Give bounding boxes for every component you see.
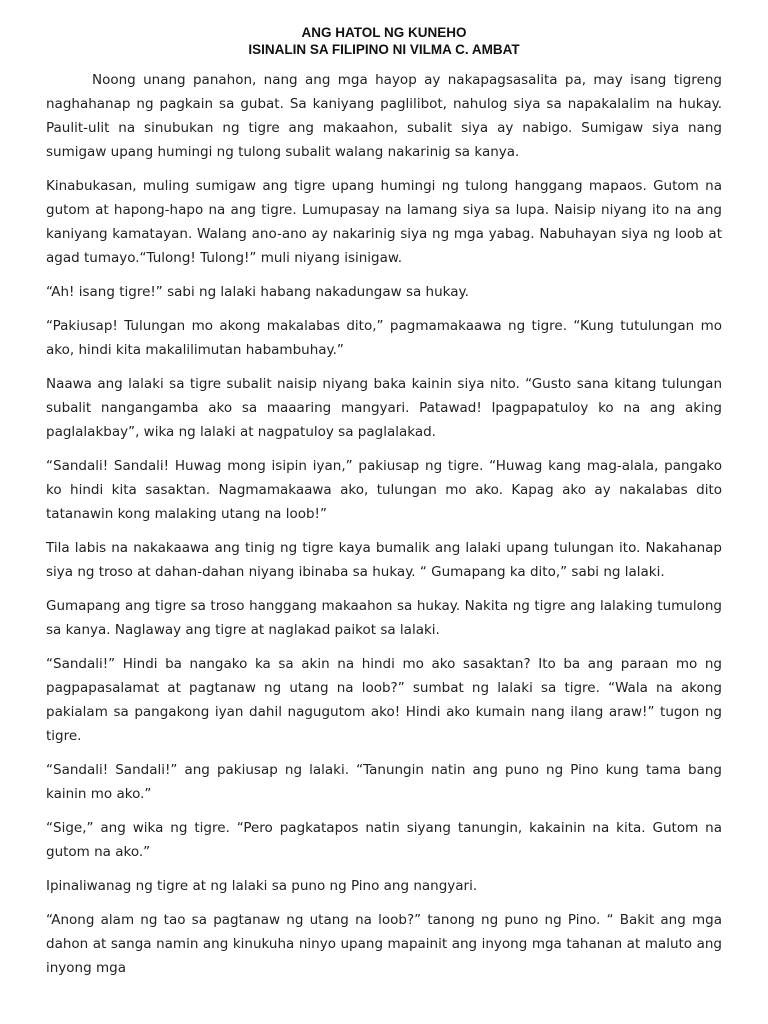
paragraph-11: “Sige,” ang wika ng tigre. “Pero pagkatapos natin siyang tanungin, kakainin na kita. Gutom na gutom na ako.” — [46, 820, 722, 860]
paragraph-4: “Pakiusap! Tulungan mo akong makalabas dito,” pagmamakaawa ng tigre. “Kung tutulungan mo ako, hindi kita makalilimutan habambuhay.” — [46, 318, 722, 358]
paragraph-6: “Sandali! Sandali! Huwag mong isipin iyan,” pakiusap ng tigre. “Huwag kang mag-alala, pangako ko hindi kita sasaktan. Nagmamakaawa ako, tulungan mo ako. Kapag ako ay nakalabas dito tatanawin kong malaking utang na loob!” — [46, 458, 722, 522]
paragraph-12: Ipinaliwanag ng tigre at ng lalaki sa puno ng Pino ang nangyari. — [46, 878, 478, 894]
paragraph-7: Tila labis na nakakaawa ang tinig ng tigre kaya bumalik ang lalaki upang tulungan ito. Nakahanap siya ng troso at dahan-dahan niyang ibinaba sa hukay. “ Gumapang ka dito,” sabi ng lalaki. — [46, 540, 722, 580]
document-page — [46, 24, 722, 990]
paragraph-5: Naawa ang lalaki sa tigre subalit naisip niyang baka kainin siya nito. “Gusto sana kitang tulungan subalit nangangamba ako sa maaaring mangyari. Patawad! Ipagpapatuloy ko na ang aking paglalakbay”, wika ng lalaki at nagpatuloy sa paglalakad. — [46, 376, 722, 440]
paragraph-3: “Ah! isang tigre!” sabi ng lalaki habang nakadungaw sa hukay. — [46, 284, 469, 300]
paragraph-13: “Anong alam ng tao sa pagtanaw ng utang na loob?” tanong ng puno ng Pino. “ Bakit ang mga dahon at sanga namin ang kinukuha ninyo upang mapainit ang inyong mga tahanan at maluto ang inyong mga — [46, 912, 722, 976]
document-subtitle: ISINALIN SA FILIPINO NI VILMA C. AMBAT — [248, 42, 520, 57]
document-title: ANG HATOL NG KUNEHO — [301, 25, 467, 40]
paragraph-9: “Sandali!” Hindi ba nangako ka sa akin na hindi mo ako sasaktan? Ito ba ang paraan mo ng pagpapasalamat at pagtanaw ng utang na loob?” sumbat ng lalaki sa tigre. “Wala na akong pakialam sa pangakong iyan dahil nagugutom ako! Hindi ako kumain nang ilang araw!” tugon ng tigre. — [46, 656, 722, 744]
paragraph-8: Gumapang ang tigre sa troso hanggang makaahon sa hukay. Nakita ng tigre ang lalaking tumulong sa kanya. Naglaway ang tigre at naglakad paikot sa lalaki. — [46, 598, 722, 638]
paragraph-1: Noong unang panahon, nang ang mga hayop ay nakapagsasalita pa, may isang tigreng naghahanap ng pagkain sa gubat. Sa kaniyang paglilibot, nahulog siya sa napakalalim na hukay. Paulit-ulit na sinubukan ng tigre ang makaahon, subalit siya ay nabigo. Sumigaw siya nang sumigaw upang humingi ng tulong subalit walang nakarinig sa kanya. — [46, 72, 722, 160]
paragraph-10: “Sandali! Sandali!” ang pakiusap ng lalaki. “Tanungin natin ang puno ng Pino kung tama bang kainin mo ako.” — [46, 762, 722, 802]
title-block — [46, 24, 722, 58]
paragraph-2: Kinabukasan, muling sumigaw ang tigre upang humingi ng tulong hanggang mapaos. Gutom na gutom at hapong-hapo na ang tigre. Lumupasay na lamang siya sa lupa. Naisip niyang ito na ang kaniyang kamatayan. Walang ano-ano ay nakarinig siya ng mga yabag. Nabuhayan siya ng loob at agad tumayo.“Tulong! Tulong!” muli niyang isinigaw. — [46, 178, 722, 266]
